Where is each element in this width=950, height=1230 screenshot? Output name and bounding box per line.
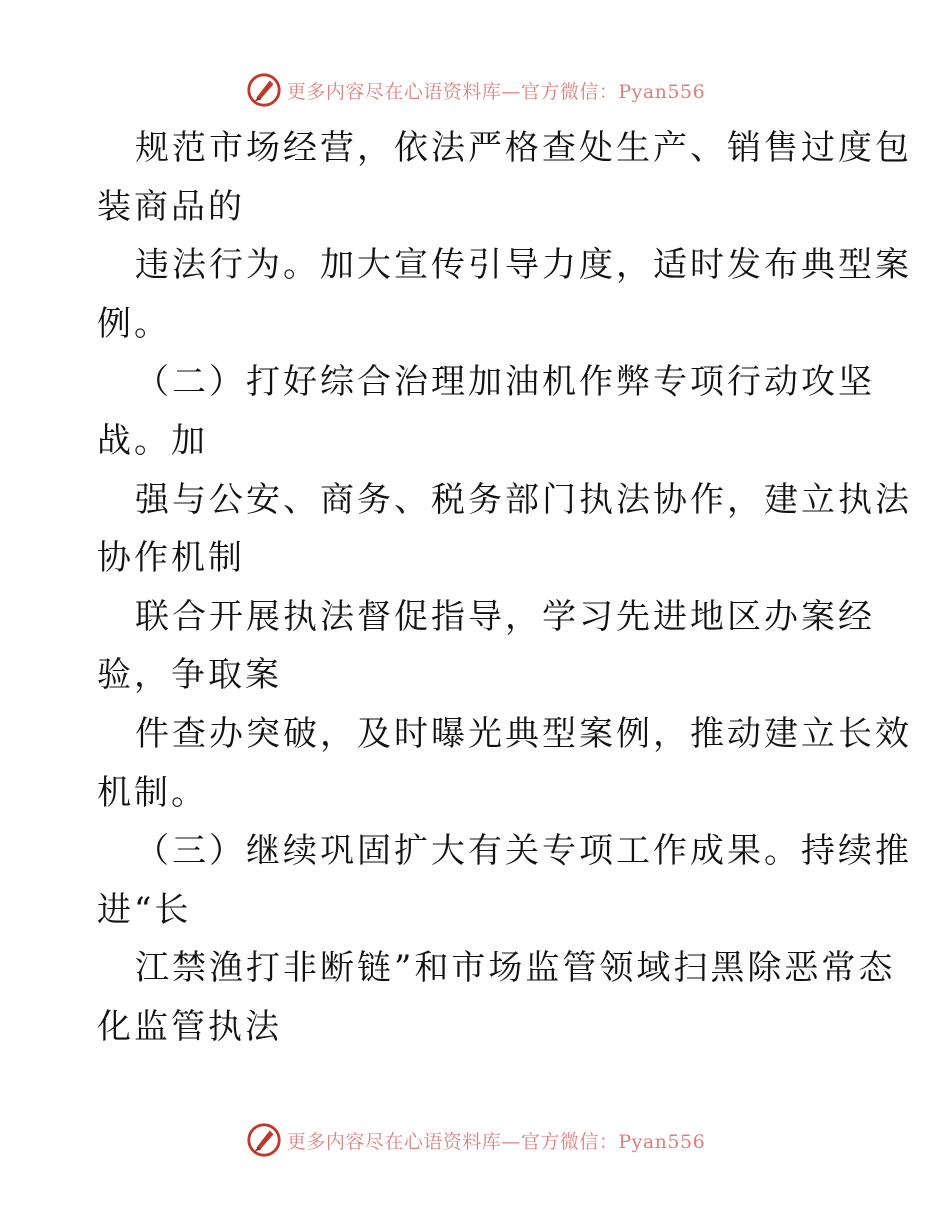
text-line: 装商品的	[97, 186, 245, 227]
text-line: 化监管执法	[97, 1006, 282, 1047]
text-line: 规范市场经营，依法严格查处生产、销售过度包	[135, 128, 912, 168]
text-line: 验，争取案	[97, 655, 282, 696]
text-line: 例。	[97, 303, 171, 344]
text-line: 联合开展执法督促指导，学习先进地区办案经	[135, 596, 875, 637]
text-line: 协作机制	[97, 538, 245, 579]
document-body	[97, 119, 912, 1057]
text-line: 机制。	[97, 772, 208, 813]
text-line: 战。加	[97, 420, 208, 461]
text-line: 件查办突破，及时曝光典型案例，推动建立长效	[135, 713, 912, 754]
header-watermark	[0, 70, 950, 110]
text-line: （三）继续巩固扩大有关专项工作成果。持续推	[135, 831, 912, 872]
header-watermark-text: 更多内容尽在心语资料库—官方微信：Pyan556	[286, 80, 706, 103]
text-line: 强与公安、商务、税务部门执法协作，建立执法	[135, 479, 912, 520]
footer-watermark-text: 更多内容尽在心语资料库—官方微信：Pyan556	[286, 1130, 706, 1153]
text-line: （二）打好综合治理加油机作弊专项行动攻坚	[135, 362, 875, 403]
footer-watermark	[0, 1120, 950, 1160]
text-line: 江禁渔打非断链”和市场监管领域扫黑除恶常态	[135, 948, 896, 989]
pen-nib-seal-icon	[245, 71, 283, 109]
text-line: 进“长	[97, 889, 192, 930]
text-line: 违法行为。加大宣传引导力度，适时发布典型案	[135, 245, 912, 286]
pen-nib-seal-icon	[245, 1121, 283, 1159]
